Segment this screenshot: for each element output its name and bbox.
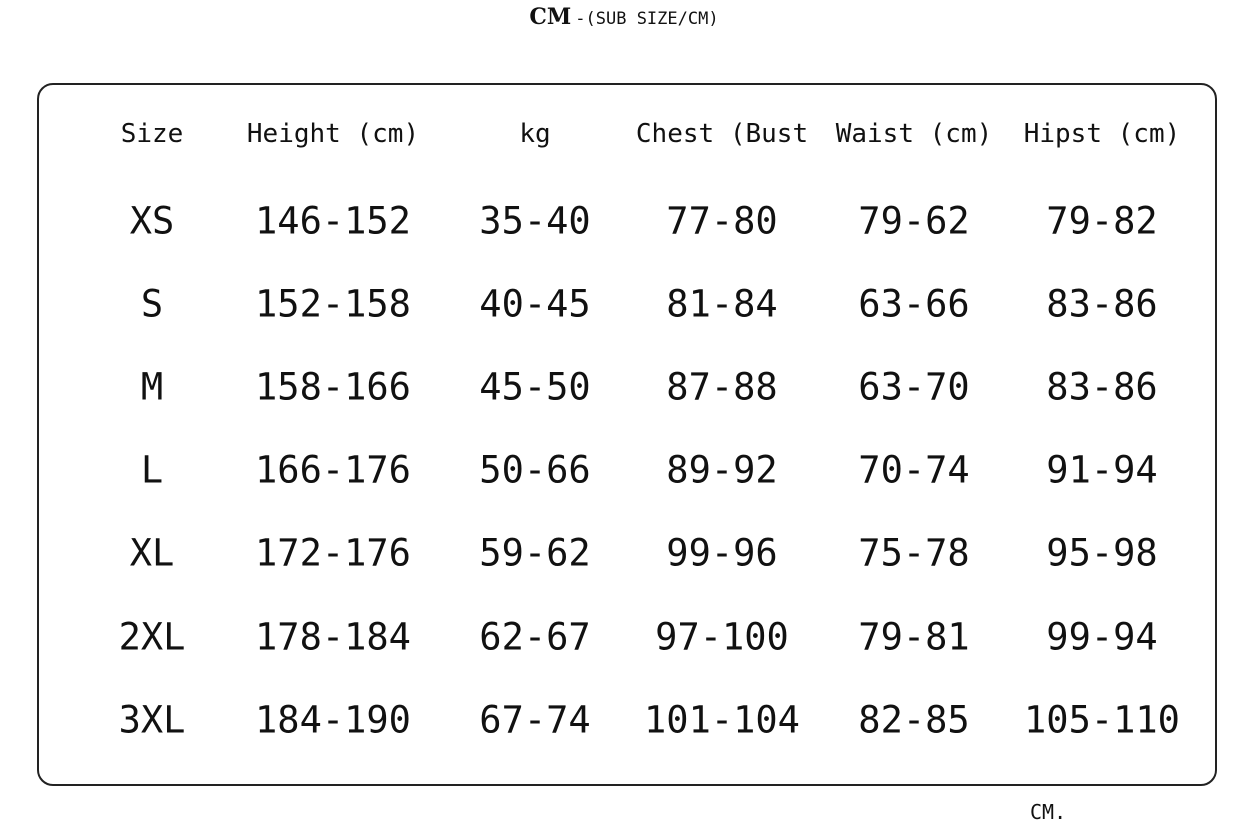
table-cell-weight: 59-62: [479, 531, 591, 575]
table-cell-height: 172-176: [255, 531, 411, 575]
column-header-hips: Hipst (cm): [1023, 119, 1181, 149]
table-cell-hips: 79-82: [1046, 199, 1158, 243]
column-header-height: Height (cm): [246, 119, 420, 149]
table-cell-chest: 81-84: [666, 282, 778, 326]
table-cell-height: 152-158: [255, 282, 411, 326]
table-cell-chest: 97-100: [655, 615, 789, 659]
table-cell-weight: 62-67: [479, 615, 591, 659]
table-cell-hips: 99-94: [1046, 615, 1158, 659]
table-cell-hips: 83-86: [1046, 282, 1158, 326]
table-cell-chest: 89-92: [666, 448, 778, 492]
table-cell-waist: 82-85: [858, 698, 970, 742]
table-cell-weight: 45-50: [479, 365, 591, 409]
table-cell-waist: 79-81: [858, 615, 970, 659]
table-cell-size: S: [140, 282, 164, 326]
column-header-waist: Waist (cm): [835, 119, 993, 149]
table-cell-chest: 87-88: [666, 365, 778, 409]
table-cell-hips: 91-94: [1046, 448, 1158, 492]
table-cell-weight: 67-74: [479, 698, 591, 742]
table-cell-weight: 40-45: [479, 282, 591, 326]
table-cell-height: 158-166: [255, 365, 411, 409]
table-cell-hips: 105-110: [1024, 698, 1180, 742]
table-cell-waist: 63-70: [858, 365, 970, 409]
size-table: [37, 83, 1217, 786]
table-cell-weight: 35-40: [479, 199, 591, 243]
table-cell-height: 166-176: [255, 448, 411, 492]
column-header-chest: Chest (Bust: [635, 119, 809, 149]
unit-subtitle: -(SUB SIZE/CM): [575, 9, 719, 29]
table-cell-height: 146-152: [255, 199, 411, 243]
table-cell-chest: 101-104: [644, 698, 800, 742]
table-cell-size: XS: [129, 199, 175, 243]
table-cell-waist: 63-66: [858, 282, 970, 326]
table-cell-size: XL: [129, 531, 175, 575]
table-cell-weight: 50-66: [479, 448, 591, 492]
table-cell-size: 2XL: [118, 615, 186, 659]
table-cell-size: M: [140, 365, 164, 409]
column-header-weight: kg: [519, 119, 551, 149]
column-header-size: Size: [120, 119, 184, 149]
table-cell-height: 184-190: [255, 698, 411, 742]
chart-header: [0, 4, 1248, 30]
unit-title: CM: [529, 4, 572, 30]
table-cell-height: 178-184: [255, 615, 411, 659]
table-cell-waist: 70-74: [858, 448, 970, 492]
table-cell-hips: 83-86: [1046, 365, 1158, 409]
table-cell-chest: 77-80: [666, 199, 778, 243]
footer-unit-label: CM.: [1030, 800, 1067, 824]
table-cell-size: L: [140, 448, 164, 492]
table-cell-hips: 95-98: [1046, 531, 1158, 575]
table-cell-waist: 79-62: [858, 199, 970, 243]
table-cell-waist: 75-78: [858, 531, 970, 575]
table-cell-size: 3XL: [118, 698, 186, 742]
table-cell-chest: 99-96: [666, 531, 778, 575]
